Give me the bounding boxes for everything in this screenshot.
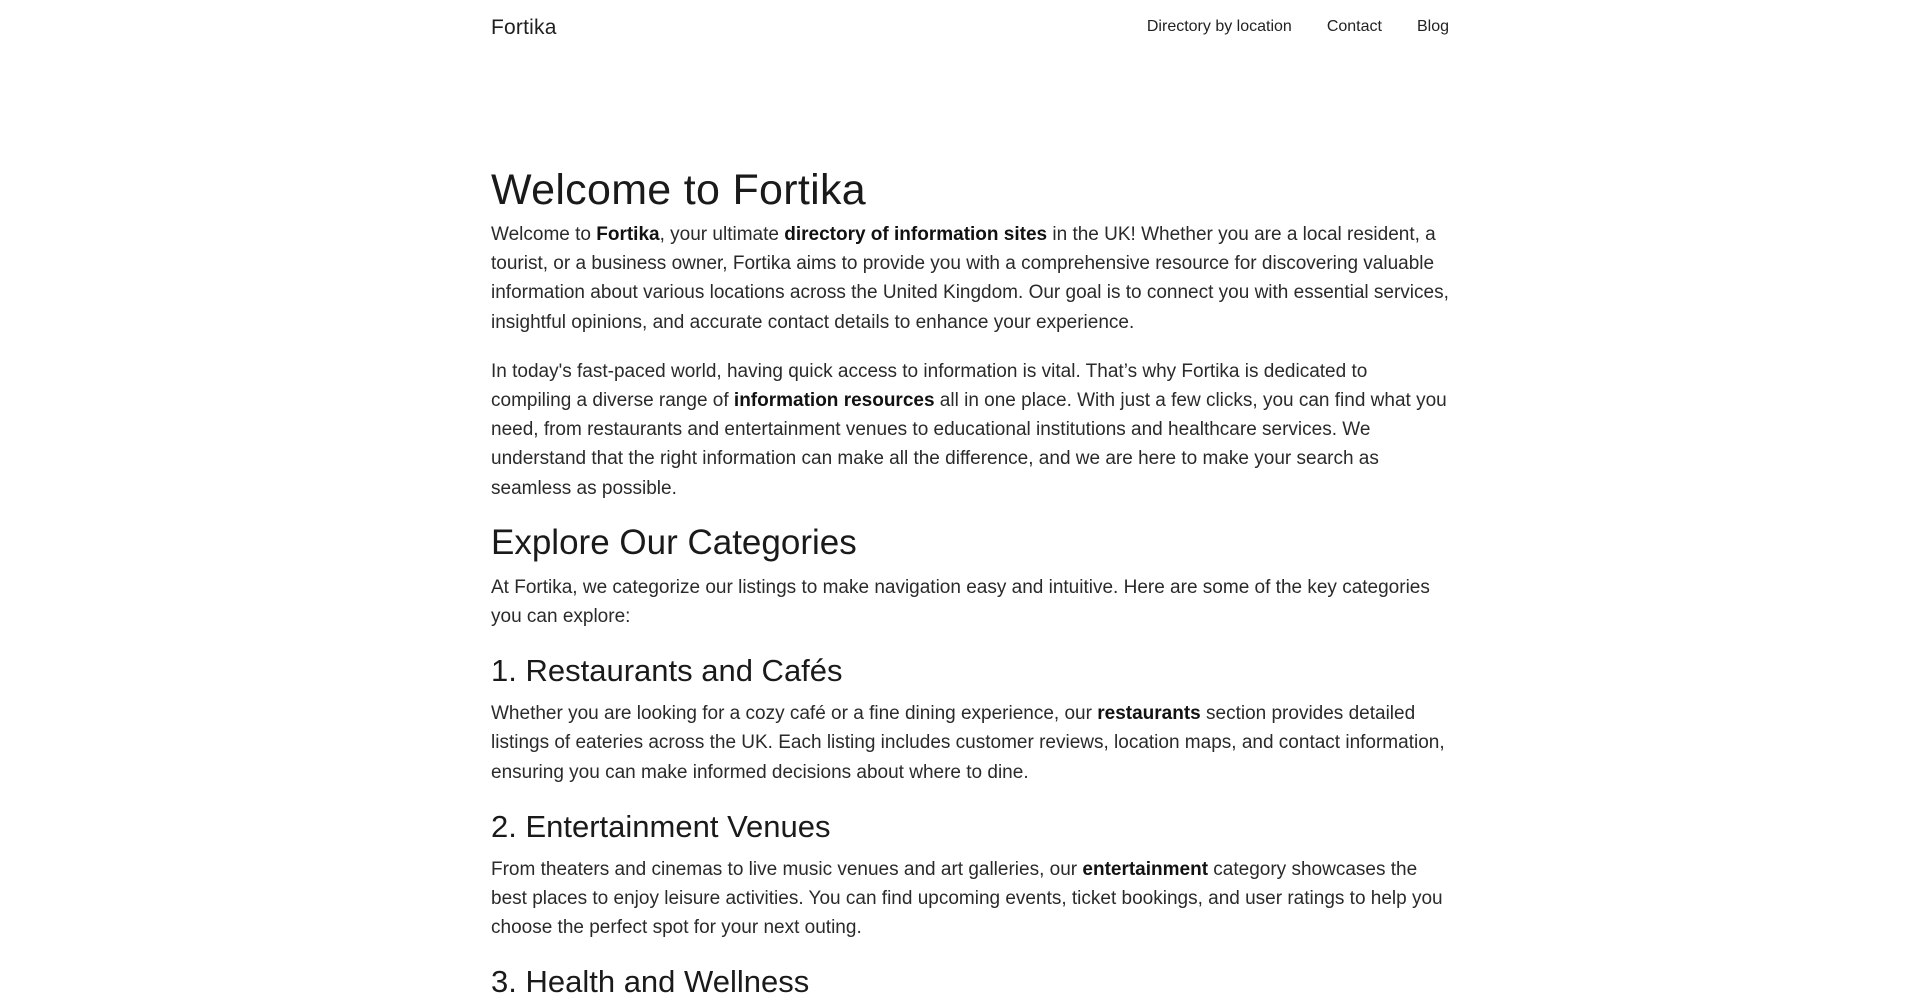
intro-bold-fortika: Fortika	[596, 224, 660, 245]
categories-heading: Explore Our Categories	[491, 522, 857, 562]
intro-bold-directory: directory of information sites	[784, 224, 1048, 245]
entertainment-text-1: From theaters and cinemas to live music venues and art galleries, our	[491, 858, 1083, 880]
site-logo-link[interactable]: Fortika	[491, 16, 557, 39]
page-title: Welcome to Fortika	[491, 166, 866, 214]
main-content	[491, 160, 1449, 993]
nav-directory-by-location[interactable]: Directory by location	[1146, 18, 1292, 35]
para2-text-2: all in one place. With just a few clicks, you can find what you need, from restaurants and entertainment venues to educational institutions and healthcare services. We understand that the right information can make all the difference, and we are here to make your search as seamless as possible.	[491, 390, 1447, 499]
main-nav	[1147, 18, 1449, 36]
intro-text-2: , your ultimate	[659, 224, 785, 245]
section-heading-health: 3. Health and Wellness	[491, 964, 810, 993]
section-heading-entertainment: 2. Entertainment Venues	[491, 808, 831, 844]
para2-text-1: In today's fast-paced world, having quick access to information is vital. That’s why Fortika is dedicated to compiling a diverse range of	[491, 360, 1368, 412]
section-paragraph-restaurants	[491, 699, 1449, 787]
para2-bold-information-resources: information resources	[733, 390, 935, 412]
entertainment-text-2: category showcases the best places to enjoy leisure activities. You can find upcoming events, ticket bookings, and user ratings to help you choose the perfect spot for your next outing.	[491, 858, 1443, 939]
restaurants-text-2: section provides detailed listings of eateries across the UK. Each listing includes customer reviews, location maps, and contact information, ensuring you can make informed decisions about where to dine.	[491, 703, 1445, 783]
site-header	[491, 0, 1449, 60]
categories-intro: At Fortika, we categorize our listings to make navigation easy and intuitive. Here are some of the key categories you can explore:	[491, 576, 1430, 628]
section-heading-restaurants: 1. Restaurants and Cafés	[491, 653, 843, 689]
section-paragraph-entertainment	[491, 855, 1449, 943]
nav-contact[interactable]: Contact	[1326, 18, 1382, 35]
intro-paragraph	[491, 220, 1449, 337]
entertainment-bold: entertainment	[1082, 858, 1209, 880]
restaurants-text-1: Whether you are looking for a cozy café or a fine dining experience, our	[491, 703, 1098, 725]
restaurants-bold: restaurants	[1097, 703, 1201, 725]
nav-blog[interactable]: Blog	[1416, 18, 1449, 35]
intro-text-1: Welcome to	[491, 224, 597, 245]
intro-text-3: in the UK! Whether you are a local resident, a tourist, or a business owner, Fortika aims to provide you with a comprehensive resource for discovering valuable information about various locations across the United Kingdom. Our goal is to connect you with essential services, insightful opinions, and accurate contact details to enhance your experience.	[491, 224, 1449, 333]
second-paragraph	[491, 357, 1449, 503]
